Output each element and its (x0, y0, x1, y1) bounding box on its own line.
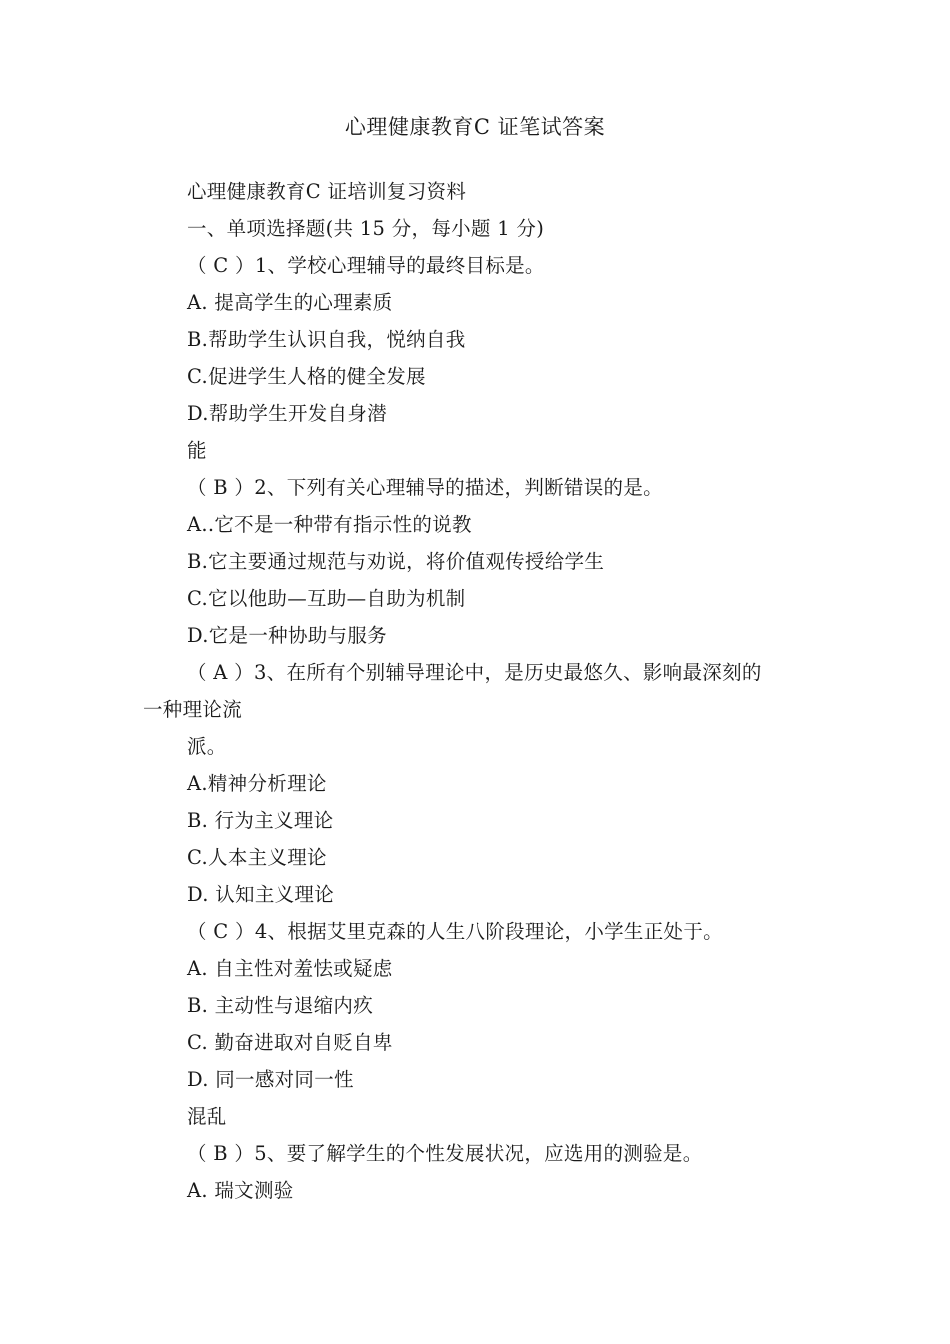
text-line: D.帮助学生开发自身潜 (187, 402, 387, 425)
text-line: 能 (187, 439, 207, 462)
text-line: B. 主动性与退缩内疚 (187, 994, 374, 1017)
text-line: （ C ）4、根据艾里克森的人生八阶段理论，小学生正处于。 (187, 920, 723, 943)
text-line: C.促进学生人格的健全发展 (187, 365, 426, 388)
text-line: 一种理论流 (143, 698, 243, 721)
text-line: B. 行为主义理论 (187, 809, 334, 832)
document-body (0, 173, 950, 1209)
text-line: 心理健康教育C 证培训复习资料 (187, 180, 467, 203)
text-line: A. 自主性对羞怯或疑虑 (187, 957, 393, 980)
text-line: （ B ）5、要了解学生的个性发展状况，应选用的测验是。 (187, 1142, 703, 1165)
text-line: （ A ）3、在所有个别辅导理论中，是历史最悠久、影响最深刻的 (187, 661, 762, 684)
text-line: 一、单项选择题(共 15 分，每小题 1 分) (187, 217, 545, 240)
text-line: C. 勤奋进取对自贬自卑 (187, 1031, 393, 1054)
text-line: C.它以他助—互助—自助为机制 (187, 587, 466, 610)
text-line: B.它主要通过规范与劝说，将价值观传授给学生 (187, 550, 605, 573)
text-line: 混乱 (187, 1105, 227, 1128)
document-title: 心理健康教育C 证笔试答案 (344, 115, 606, 139)
text-line: D. 认知主义理论 (187, 883, 335, 906)
text-line: 派。 (187, 735, 227, 758)
text-line: C.人本主义理论 (187, 846, 327, 869)
text-line: A..它不是一种带有指示性的说教 (187, 513, 472, 536)
text-line: A.精神分析理论 (187, 772, 327, 795)
text-line: D. 同一感对同一性 (187, 1068, 354, 1091)
text-line: D.它是一种协助与服务 (187, 624, 387, 647)
text-line: A. 提高学生的心理素质 (187, 291, 393, 314)
text-line: B.帮助学生认识自我，悦纳自我 (187, 328, 466, 351)
text-line: A. 瑞文测验 (187, 1179, 294, 1202)
text-line: （ B ）2、下列有关心理辅导的描述，判断错误的是。 (187, 476, 663, 499)
text-line: （ C ）1、学校心理辅导的最终目标是。 (187, 254, 545, 277)
